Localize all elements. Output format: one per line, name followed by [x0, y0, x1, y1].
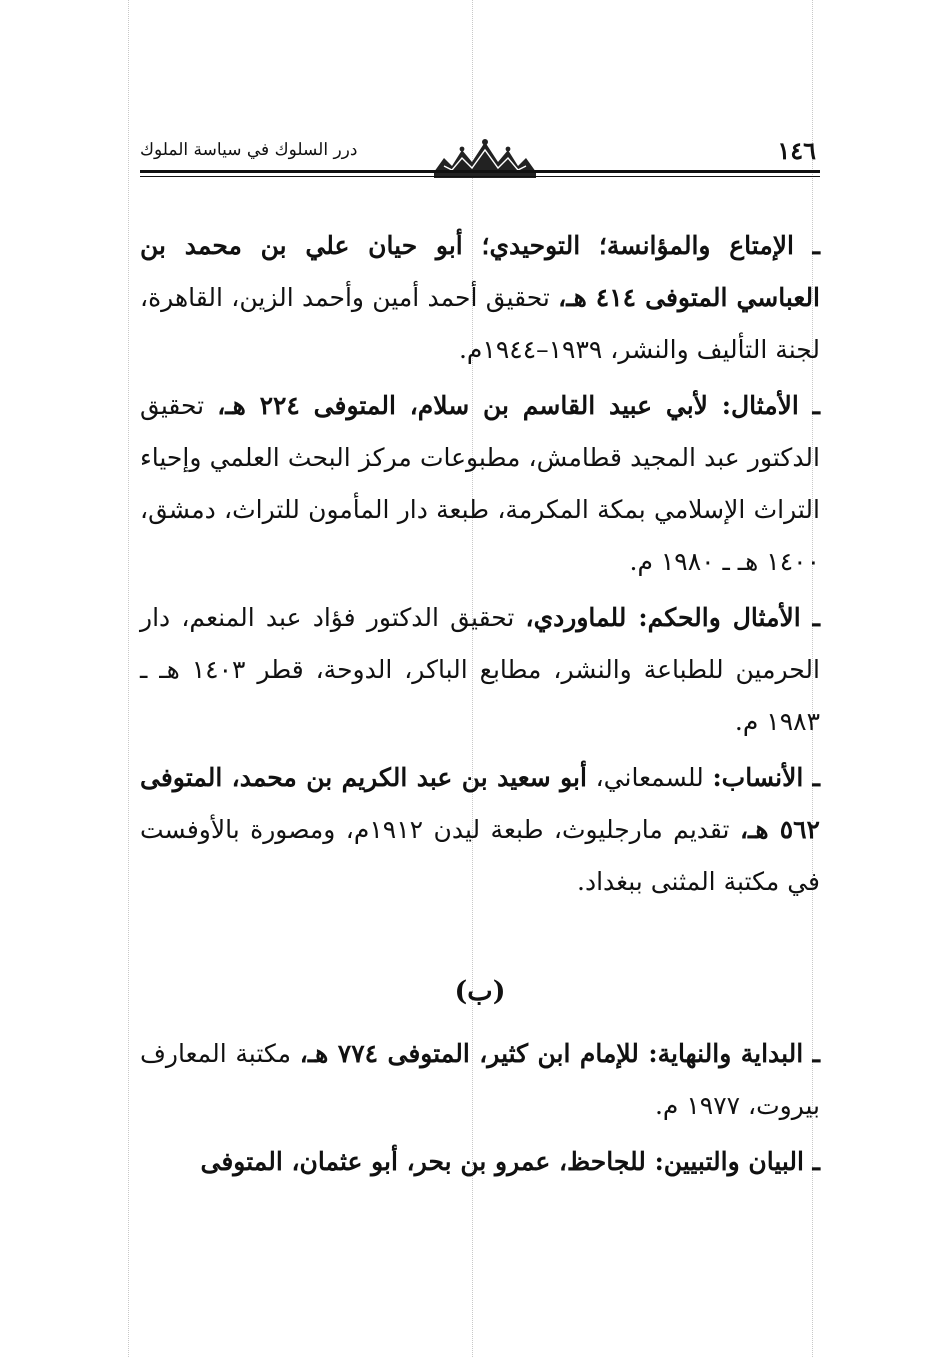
running-title: درر السلوك في سياسة الملوك	[140, 140, 358, 160]
header-rule-thick	[140, 170, 820, 173]
entry-title: ـ الأمثال: لأبي عبيد القاسم بن سلام، المتوفى ٢٢٤ هـ،	[217, 391, 821, 420]
entry-title: ـ البداية والنهاية: للإمام ابن كثير، المتوفى ٧٧٤ هـ،	[299, 1039, 821, 1068]
entry-author: أبو سعيد بن عبد الكريم بن محمد، المتوفى ٥٦٢ هـ،	[140, 763, 820, 844]
bibliography-content	[140, 220, 820, 1192]
crown-ornament-icon	[430, 136, 540, 180]
entry-details: تحقيق أحمد أمين وأحمد الزين، القاهرة، لجنة التأليف والنشر، ١٩٣٩–١٩٤٤م.	[140, 283, 820, 364]
header-rule-thin	[140, 176, 820, 177]
entry-title: ـ البيان والتبيين: للجاحظ، عمرو بن بحر، أبو عثمان، المتوفى	[200, 1147, 820, 1176]
entry-title: ـ الإمتاع والمؤانسة؛ التوحيدي؛ أبو حيان علي بن محمد بن العباسي المتوفى ٤١٤ هـ،	[140, 231, 821, 312]
entry-details: تحقيق الدكتور عبد المجيد قطامش، مطبوعات مركز البحث العلمي وإحياء التراث الإسلامي بمكة المكرمة، طبعة دار المأمون للتراث، دمشق، ١٤٠٠ هـ ـ ١٩٨٠ م.	[140, 391, 820, 576]
page-number: ١٤٦	[777, 136, 816, 165]
entry-title: ـ الأمثال والحكم: للماوردي،	[525, 603, 820, 632]
page-header	[140, 136, 820, 186]
bibliography-entry	[140, 380, 820, 588]
section-letter: (ب)	[454, 976, 506, 1007]
scan-artifact-line	[128, 0, 129, 1357]
entry-title: ـ الأنساب:	[712, 763, 820, 792]
entry-details: تحقيق الدكتور فؤاد عبد المنعم، دار الحرمين للطباعة والنشر، مطابع الباكر، الدوحة، قطر ١٤٠٣ هـ ـ ١٩٨٣ م.	[140, 603, 820, 736]
bibliography-entry	[140, 592, 820, 748]
bibliography-entry	[140, 1136, 820, 1188]
entry-details: للسمعاني،	[586, 763, 713, 792]
bibliography-entry	[140, 752, 820, 908]
entry-details: مكتبة المعارف بيروت، ١٩٧٧ م.	[140, 1039, 820, 1120]
bibliography-entry	[140, 1028, 820, 1132]
bibliography-entry	[140, 220, 820, 376]
entry-details: تقديم مارجليوث، طبعة ليدن ١٩١٢م، ومصورة بالأوفست في مكتبة المثنى ببغداد.	[140, 815, 820, 896]
